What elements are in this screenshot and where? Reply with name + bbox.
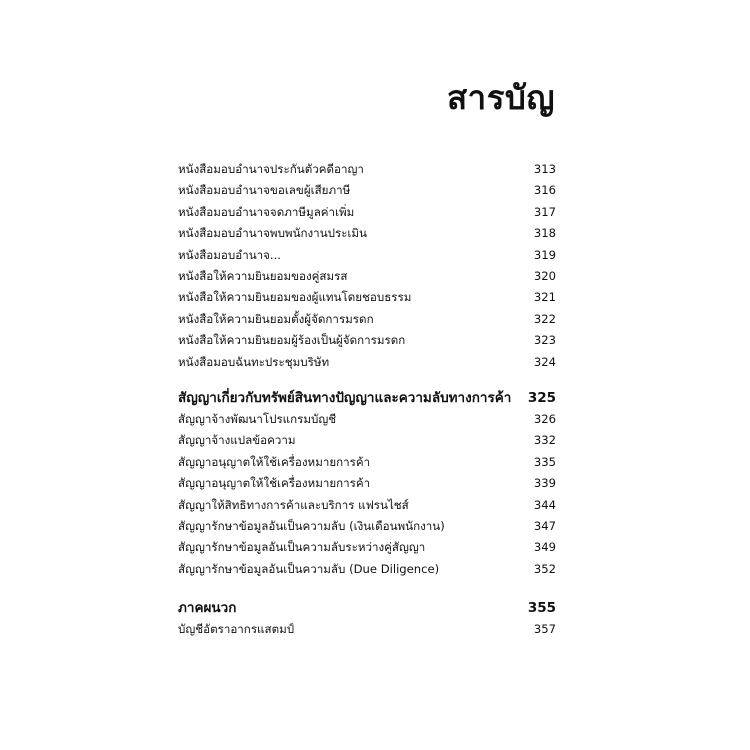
- toc-entry[interactable]: [178, 309, 556, 330]
- section-heading-label: สัญญาเกี่ยวกับทรัพย์สินทางปัญญาและความลับทางการค้า: [178, 390, 512, 406]
- toc-entry-label: หนังสือให้ความยินยอมตั้งผู้จัดการมรดก: [178, 311, 374, 326]
- toc-entry-page: 335: [533, 454, 556, 469]
- toc-entry-page: 323: [533, 333, 556, 348]
- toc-entry-label: หนังสือมอบอำนาจประกันตัวคดีอาญา: [178, 162, 364, 176]
- toc-entry-label: สัญญาอนุญาตให้ใช้เครื่องหมายการค้า: [178, 454, 371, 469]
- toc-entry-label: สัญญาจ้างพัฒนาโปรแกรมบัญชี: [178, 412, 337, 426]
- toc-entry[interactable]: [178, 223, 556, 244]
- toc-entry-page: 352: [533, 561, 556, 576]
- toc-entry-page: 349: [533, 540, 556, 555]
- toc-entry-page: 332: [533, 433, 556, 448]
- toc-entry[interactable]: [178, 537, 556, 558]
- toc-entry-page: 319: [533, 247, 556, 262]
- toc-entry[interactable]: [178, 202, 556, 223]
- toc-entry-page: 339: [533, 476, 556, 491]
- toc-entry-page: 316: [533, 183, 556, 198]
- toc-entry-label: หนังสือมอบอำนาจพบพนักงานประเมิน: [178, 226, 367, 241]
- toc-entry[interactable]: [178, 516, 556, 537]
- toc-entry-label: สัญญารักษาข้อมูลอันเป็นความลับ (Due Diligence): [178, 561, 440, 576]
- toc-entry-label: หนังสือมอบอำนาจจดภาษีมูลค่าเพิ่ม: [178, 204, 355, 219]
- toc-entry-label: สัญญาให้สิทธิทางการค้าและบริการ แฟรนไชส์: [178, 497, 409, 512]
- toc-entry-label: สัญญาอนุญาตให้ใช้เครื่องหมายการค้า: [178, 476, 371, 491]
- toc-entry[interactable]: [178, 245, 556, 266]
- toc-entry[interactable]: [178, 287, 556, 308]
- toc-entry-page: 357: [533, 622, 556, 636]
- toc-entry[interactable]: [178, 159, 556, 180]
- toc-entry[interactable]: [178, 330, 556, 351]
- toc-entry-page: 313: [533, 162, 556, 176]
- section-heading[interactable]: [178, 597, 556, 619]
- toc-entry-page: 344: [533, 497, 556, 512]
- toc-entry-label: สัญญารักษาข้อมูลอันเป็นความลับระหว่างคู่สัญญา: [178, 540, 426, 555]
- page-title: สารบัญ: [447, 78, 555, 117]
- toc-entry[interactable]: [178, 452, 556, 473]
- toc-entry-label: หนังสือมอบฉันทะประชุมบริษัท: [178, 354, 330, 369]
- toc-entry[interactable]: [178, 180, 556, 201]
- toc-entry-label: บัญชีอัตราอากรแสตมป์: [178, 622, 295, 636]
- toc-entry-label: สัญญารักษาข้อมูลอันเป็นความลับ (เงินเดือนพนักงาน): [178, 518, 445, 533]
- toc-entry-page: 322: [533, 311, 556, 326]
- toc-entry-label: หนังสือให้ความยินยอมของผู้แทนโดยชอบธรรม: [178, 290, 412, 305]
- toc-entry[interactable]: [178, 430, 556, 451]
- toc-entry-label: หนังสือมอบอำนาจขอเลขผู้เสียภาษี: [178, 183, 351, 198]
- toc-entry[interactable]: [178, 559, 556, 580]
- toc-entry-label: สัญญาจ้างแปลข้อความ: [178, 433, 296, 448]
- toc-list-forms: [178, 159, 556, 373]
- section-heading-page: 325: [527, 390, 556, 406]
- toc-entry-label: หนังสือมอบอำนาจ...: [178, 247, 281, 262]
- toc-entry-page: 326: [533, 412, 556, 426]
- toc-entry-label: หนังสือให้ความยินยอมของคู่สมรส: [178, 268, 348, 283]
- toc-section-appendix: [178, 597, 556, 640]
- section-heading-page: 355: [527, 600, 556, 616]
- toc-entry[interactable]: [178, 619, 556, 640]
- toc-entry[interactable]: [178, 473, 556, 494]
- toc-entry[interactable]: [178, 495, 556, 516]
- toc-entry[interactable]: [178, 352, 556, 373]
- toc-section-ip-trade-secrets: [178, 387, 556, 580]
- section-heading[interactable]: [178, 387, 556, 409]
- toc-entry-page: 321: [533, 290, 556, 305]
- toc-entry[interactable]: [178, 266, 556, 287]
- toc-entry[interactable]: [178, 409, 556, 430]
- toc-entry-page: 317: [533, 204, 556, 219]
- section-heading-label: ภาคผนวก: [178, 600, 237, 616]
- toc-entry-page: 320: [533, 268, 556, 283]
- toc-entry-page: 324: [533, 354, 556, 369]
- toc-entry-page: 318: [533, 226, 556, 241]
- toc-entry-page: 347: [533, 518, 556, 533]
- toc-entry-label: หนังสือให้ความยินยอมผู้ร้องเป็นผู้จัดการมรดก: [178, 333, 406, 348]
